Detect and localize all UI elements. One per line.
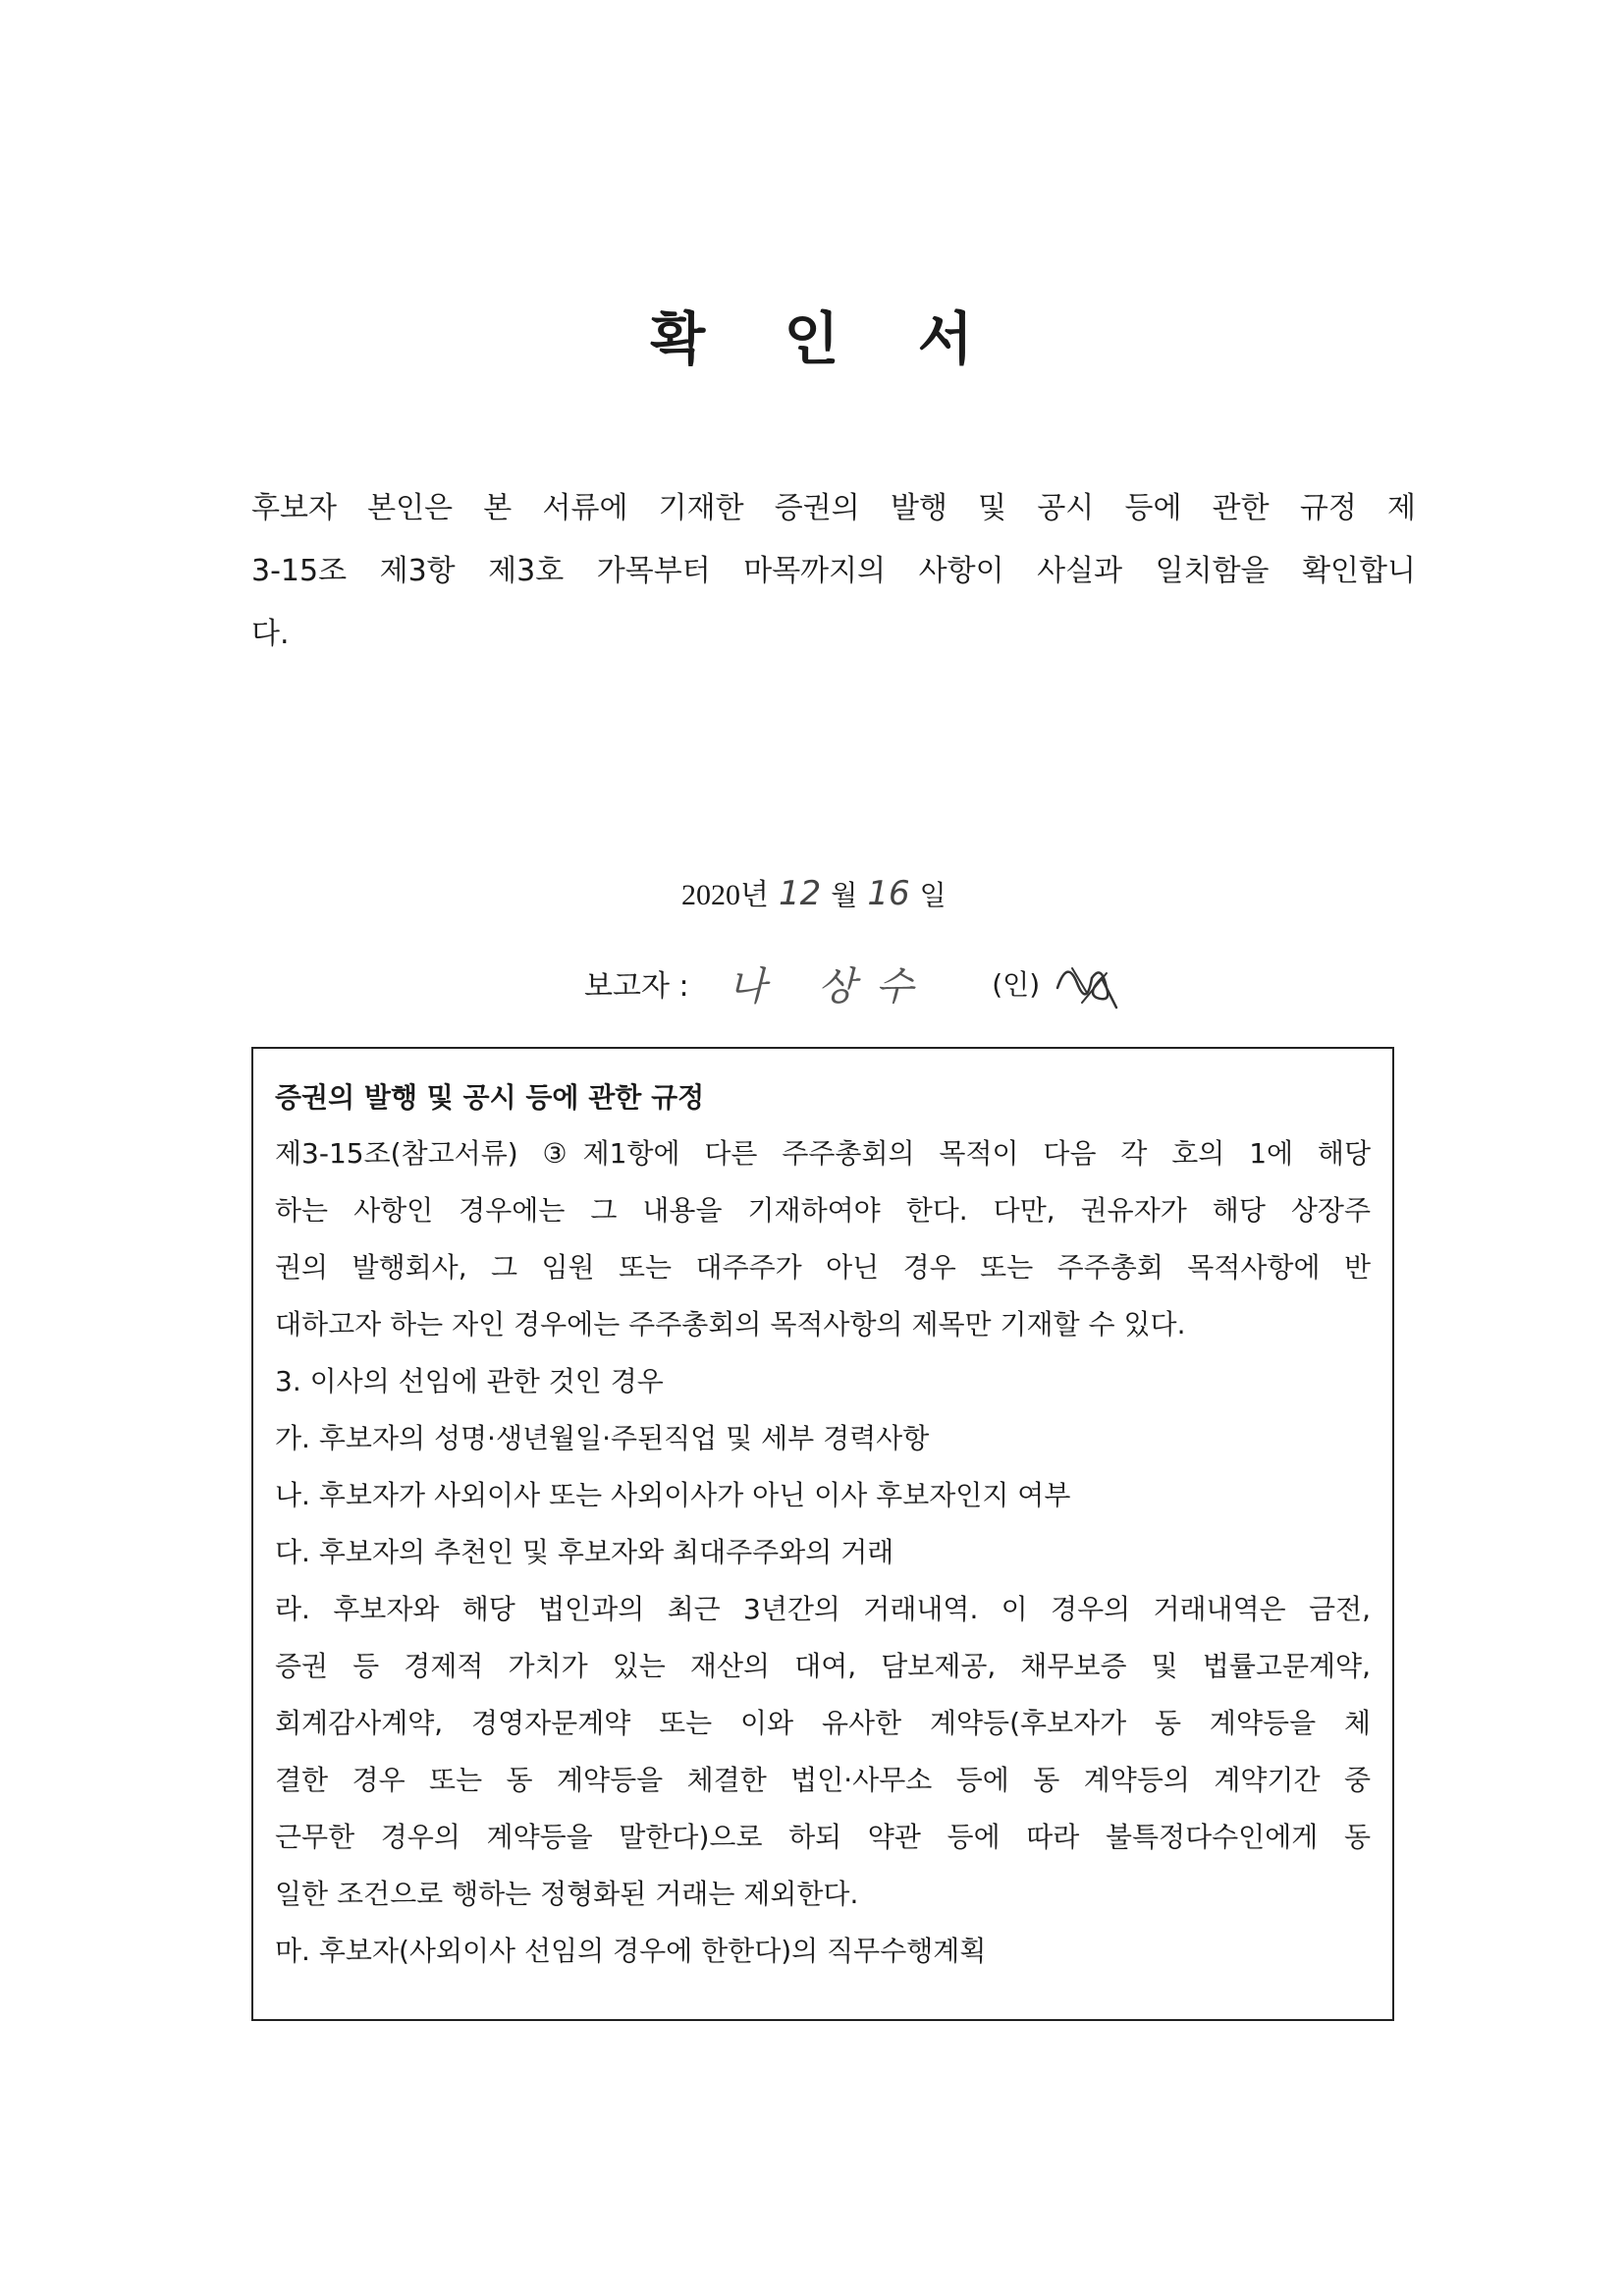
regulation-line: 일한 조건으로 행하는 정형화된 거래는 제외한다.: [275, 1878, 859, 1910]
regulation-line: 마. 후보자(사외이사 선임의 경우에 한한다)의 직무수행계획: [275, 1935, 987, 1967]
reporter-label: 보고자 :: [584, 969, 689, 1004]
regulation-line: 다. 후보자의 추천인 및 후보자와 최대주주와의 거래: [275, 1536, 894, 1568]
regulation-line: 나. 후보자가 사외이사 또는 사외이사가 아닌 이사 후보자인지 여부: [275, 1479, 1071, 1511]
seal-label: (인): [992, 968, 1041, 1001]
regulation-line: 제3-15조(참고서류) ③제1항에 다른 주주총회의 목적이 다음 각 호의 1에 해당: [275, 1137, 1371, 1170]
confirmation-statement: [251, 477, 1416, 666]
signature-scribble-icon: [1048, 949, 1126, 1017]
reporter-line: [584, 949, 1126, 1017]
reporter-handwritten-signature: 나 상수: [728, 963, 934, 1010]
regulation-line: 근무한 경우의 계약등을 말한다)으로 하되 약관 등에 따라 불특정다수인에게 동: [275, 1821, 1371, 1853]
regulation-title: 증권의 발행 및 공시 등에 관한 규정: [275, 1081, 705, 1114]
signing-date: [681, 870, 947, 913]
document-title: 확 인 서: [650, 305, 1002, 372]
date-day-unit: 일: [919, 879, 947, 911]
regulation-text: [275, 1125, 1371, 1980]
statement-line: 다.: [251, 617, 290, 651]
regulation-line: 3. 이사의 선임에 관한 것인 경우: [275, 1365, 664, 1397]
regulation-line: 회계감사계약, 경영자문계약 또는 이와 유사한 계약등(후보자가 동 계약등을 체: [275, 1707, 1371, 1739]
regulation-line: 하는 사항인 경우에는 그 내용을 기재하여야 한다. 다만, 권유자가 해당 상장주: [275, 1194, 1371, 1227]
regulation-line: 가. 후보자의 성명·생년월일·주된직업 및 세부 경력사항: [275, 1422, 930, 1454]
date-year: 2020년: [681, 879, 769, 911]
regulation-line: 라. 후보자와 해당 법인과의 최근 3년간의 거래내역. 이 경우의 거래내역은 금전,: [275, 1593, 1371, 1625]
date-month-handwritten: 12: [778, 874, 822, 913]
regulation-line: 증권 등 경제적 가치가 있는 재산의 대여, 담보제공, 채무보증 및 법률고문계약,: [275, 1650, 1371, 1682]
regulation-line: 대하고자 하는 자인 경우에는 주주총회의 목적사항의 제목만 기재할 수 있다.: [275, 1308, 1186, 1340]
regulation-line: 결한 경우 또는 동 계약등을 체결한 법인·사무소 등에 동 계약등의 계약기간 중: [275, 1764, 1371, 1796]
statement-line: 3-15조 제3항 제3호 가목부터 마목까지의 사항이 사실과 일치함을 확인합니: [251, 554, 1416, 588]
date-day-handwritten: 16: [867, 874, 910, 913]
regulation-excerpt-box: [251, 1047, 1394, 2021]
regulation-line: 권의 발행회사, 그 임원 또는 대주주가 아닌 경우 또는 주주총회 목적사항에 반: [275, 1251, 1371, 1284]
date-month-unit: 월: [831, 879, 858, 911]
statement-line: 후보자 본인은 본 서류에 기재한 증권의 발행 및 공시 등에 관한 규정 제: [251, 491, 1416, 525]
